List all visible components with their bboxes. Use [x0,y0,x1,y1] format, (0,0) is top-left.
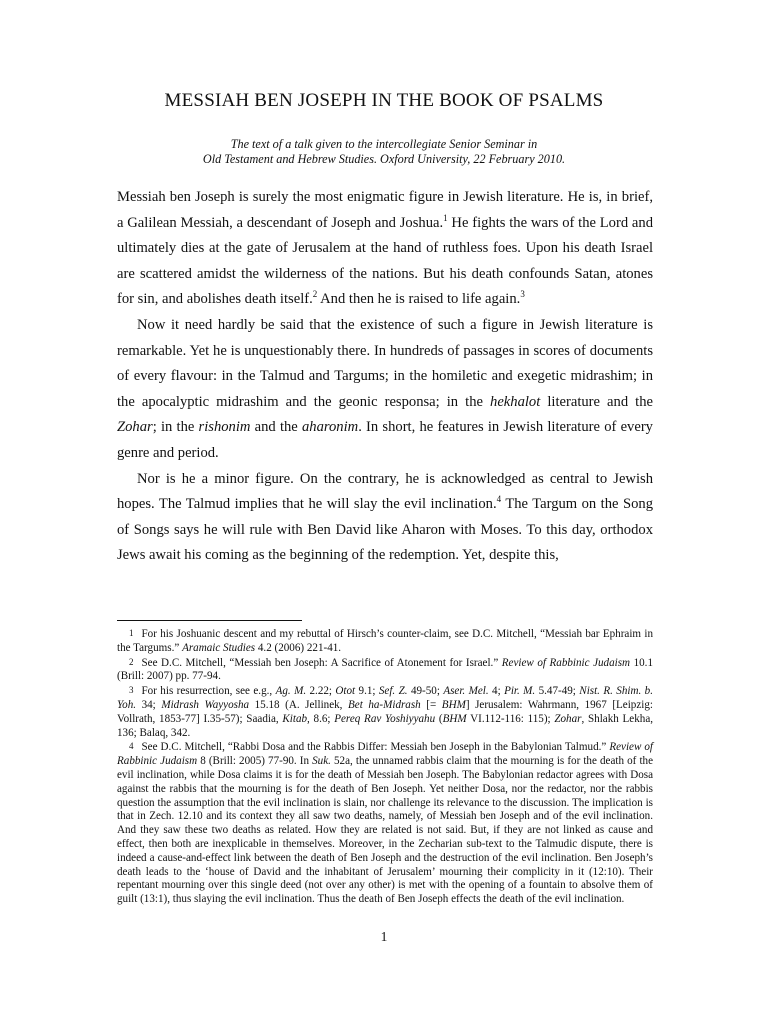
footnote-ref-3: 3 [520,289,525,300]
italic-title: Kitab, [282,712,310,725]
text-run: 4.2 (2006) 221-41. [255,641,342,654]
footnote-number: 2 [129,656,134,667]
italic-title: Ag. M. [275,685,307,698]
text-run: And then he is raised to life again. [317,291,521,308]
text-run: He fights the wars of the Lord and ultimately dies at the gate of Jerusalem at the hand of ruthless foes. Upon his death Israel are scattered amidst the wilderness of the nations. But his death confounds Satan, atones for sin, and abolishes death itself. [117,214,653,308]
text-run: ; in the [152,419,199,436]
subtitle-line-1: The text of a talk given to the intercollegiate Senior Seminar in [230,137,538,151]
text-run: 4; [488,685,505,698]
subtitle-line-2: Old Testament and Hebrew Studies. Oxford University, 22 February 2010. [202,152,566,166]
text-run: 5.47-49; [535,685,580,698]
italic-title: Aramaic Studies [182,641,256,654]
text-run: 9.1; [355,685,379,698]
italic-title: Review of Rabbinic Judaism [117,741,653,768]
italic-title: Zohar [554,712,582,725]
footnote-2 [117,656,653,685]
italic-title: Aser. Mel. [443,685,489,698]
text-run: 49-50; [407,685,444,698]
body-text [117,185,653,569]
italic-title: Nist. R. Shim. b. Yoh. [117,685,653,711]
footnote-ref-1: 1 [443,212,448,223]
paragraph-3 [117,467,653,569]
text-run: The Targum on the Song of Songs says he will rule with Ben David like Aharon with Moses. To this day, orthodox Jews await his coming as the beginning of the redemption. Yet, despite this, [117,496,653,564]
text-run: 2.22; [306,685,336,698]
text-run: For his Joshuanic descent and my rebuttal of Hirsch’s counter-claim, see D.C. Mitchell, “Messiah bar Ephraim in the Targums.” [117,628,653,654]
subtitle [0,137,768,167]
page-number: 1 [380,929,388,944]
italic-title: Otot [335,685,356,698]
italic-title: Midrash Wayyosha [161,698,250,711]
text-run: 15.18 (A. Jellinek, [249,698,348,711]
text-run: and the [250,419,302,436]
paragraph-1 [117,185,653,313]
page-title: MESSIAH BEN JOSEPH IN THE BOOK OF PSALMS [164,90,604,111]
footnote-number: 3 [129,685,134,696]
text-run: . In short, he features in Jewish literature of every genre and period. [117,419,653,461]
text-run: 34; [136,698,162,711]
footnote-ref-4: 4 [496,494,502,505]
italic-title: Review of Rabbinic Judaism [501,656,631,669]
italic-term: aharonim [301,419,359,436]
italic-term: hekhalot [490,393,541,410]
text-run: 10.1 (Brill: 2007) pp. 77-94. [117,656,654,683]
text-run: ( [435,712,443,725]
footnote-ref-2: 2 [312,289,318,300]
footnote-3 [117,684,653,740]
italic-title: Sef. Z. [378,685,408,698]
italic-title: Pir. M. [504,685,536,698]
italic-title: BHM [441,698,466,711]
text-run: For his resurrection, see e.g., [141,685,276,698]
text-run: , Shlakh Lekha, 136; Balaq, 342. [117,712,654,739]
footnote-1 [117,627,653,656]
text-run: 8 (Brill: 2005) 77-90. In [197,755,313,768]
text-run: 52a, the unnamed rabbis claim that the mourning is for the death of the evil inclination, while Dosa claims it is for the death of Messiah ben Joseph. The Babylonian redactor agrees with Dosa against the rabbis that the mourning is for the death of Ben Joseph. Yet neither Dosa, nor the redactor, nor the rabbis question the assumption that the evil inclination is slain, nor challenge its relevance to the discussion. The implication is that in Zech. 12.10 and its context they all saw two deaths, namely, of Messiah ben Joseph and of the evil inclination. And they saw these two deaths as related. How they are related is not said. But, if they are not linked as cause and effect, then both are inexplicable in themselves. Moreover, in the Zecharian sub-text to the Talmudic dispute, there is indeed a cause-and-effect link between the death of Ben Joseph and the destruction of the evil inclination. Ben Joseph’s death leads to the ‘house of David and the inhabitant of Jerusalem’ mourning their complicity in it (12:10). Their repentant mourning over this single deed (not over any other) is met with the opening of a fountain to absolve them of guilt (13:1), thus slaying the evil inclination. Thus the death of Ben Joseph effects the death of the evil inclination. [117,755,653,906]
text-run: literature and the [540,393,654,410]
text-run: Now it need hardly be said that the existence of such a figure in Jewish literature is remarkable. Yet he is unquestionably there. In hundreds of passages in scores of documents of every flavour: in the Talmud and Targums; in the homiletic and exegetic midrashim; in the apocalyptic midrashim and the geonic responsa; in the [117,316,653,410]
italic-title: BHM [442,712,467,725]
italic-title: Pereq Rav Yoshiyyahu [334,712,436,725]
text-run: See D.C. Mitchell, “Rabbi Dosa and the Rabbis Differ: Messiah ben Joseph in the Babylonian Talmud.” [141,741,610,754]
italic-term: Zohar [117,419,153,436]
text-run: VI.112-116: 115); [466,712,555,725]
italic-title: Bet ha-Midrash [348,698,421,711]
text-run: Nor is he a minor figure. On the contrary, he is acknowledged as central to Jewish hopes. The Talmud implies that he will slay the evil inclination. [117,470,653,513]
text-run: See D.C. Mitchell, “Messiah ben Joseph: A Sacrifice of Atonement for Israel.” [141,656,502,669]
footnote-separator [117,620,302,621]
text-run: Messiah ben Joseph is surely the most enigmatic figure in Jewish literature. He is, in brief, a Galilean Messiah, a descendant of Joseph and Joshua. [117,189,653,231]
footnotes [117,627,653,907]
footnote-number: 1 [129,628,134,638]
footnote-4 [117,740,653,907]
text-run: [= [420,698,442,711]
italic-term: rishonim [198,419,251,436]
paragraph-2 [117,313,653,467]
italic-title: Suk. [312,755,331,768]
text-run: 8.6; [309,712,335,725]
text-run: ] Jerusalem: Wahrmann, 1967 [Leipzig: Vollrath, 1853-77] I.35-57); Saadia, [117,698,653,725]
footnote-number: 4 [129,741,134,752]
